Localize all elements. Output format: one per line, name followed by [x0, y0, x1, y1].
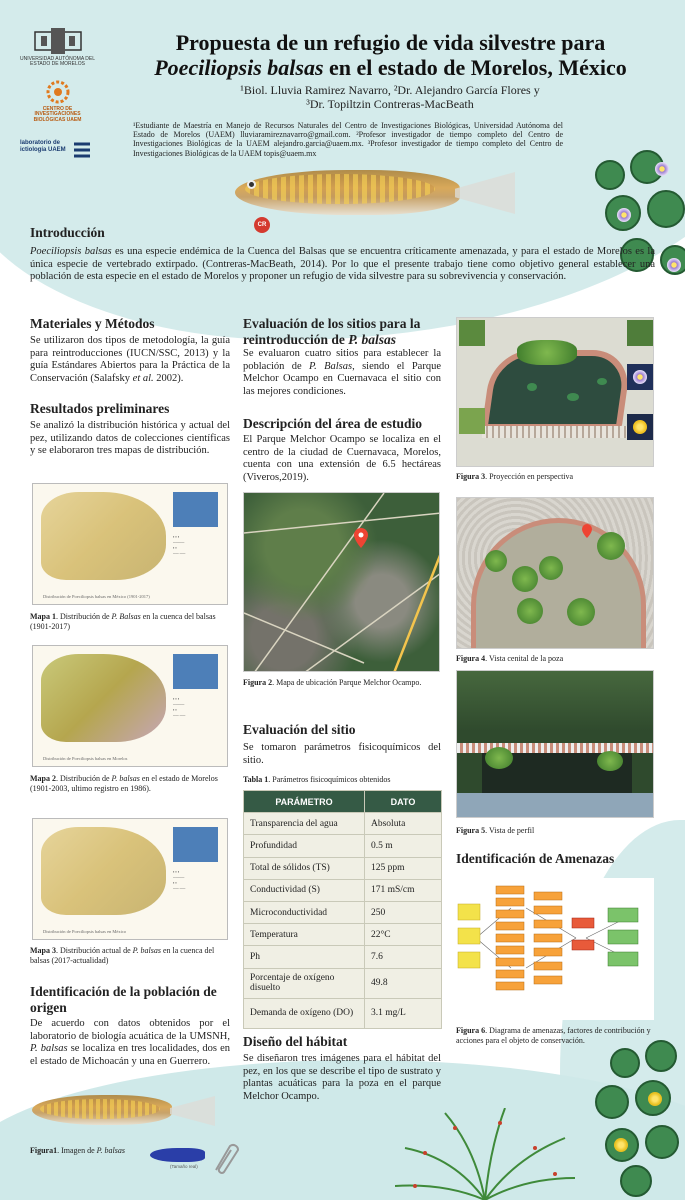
habitat-heading: Diseño del hábitat	[243, 1034, 348, 1049]
figure-5-side-view	[456, 670, 654, 818]
figure-2-location-map	[243, 492, 440, 672]
figure-4-top-view	[456, 497, 654, 649]
map-3: ▪ ▪ ▪ ──── ▪ ▪ ── ── Distribución de Poeciliopsis balsas en México	[32, 818, 228, 940]
table-header-value: DATO	[365, 791, 442, 813]
sites-species: P. Balsas	[309, 360, 353, 372]
map-pin-icon	[354, 528, 368, 548]
figure-1-caption	[30, 1146, 150, 1156]
map-1-species: P. Balsas	[111, 612, 141, 621]
title-line-2	[118, 55, 663, 80]
figure-1-species: P. balsas	[96, 1146, 125, 1155]
map-3-label: Mapa 3	[30, 946, 56, 955]
cib-logo-text: CENTRO DE INVESTIGACIONES BIOLÓGICAS UAEM	[33, 105, 82, 123]
blue-fish-silhouette	[150, 1148, 205, 1162]
intro-body: es una especie endémica de la Cuenca del Balsas que se encuentra críticamente amenazada, y para el estado de Morelos es la única especie de vertebrado extirpado. (Contreras-MacBeath, 2014). Por lo que el presente trabajo tiene como objetivo general establecer una población de esta especie en el estado de Morelos y proponer un refugio de vida silvestre para su sobrevivencia y conservación.	[30, 246, 656, 283]
table-cell: Ph	[244, 946, 365, 968]
authors	[150, 83, 630, 112]
figure-3-cap: . Proyección en perspectiva	[485, 472, 574, 481]
cib-logo	[20, 80, 95, 123]
figure-1-cap-a: . Imagen de	[57, 1146, 97, 1155]
table-cell: 250	[365, 901, 442, 923]
map-2-cap-b: en el estado de Morelos (1901-2003, ultimo registro en 1986).	[30, 774, 218, 793]
parameters-table	[243, 790, 442, 1029]
table-cell: 171 mS/cm	[365, 879, 442, 901]
table-row	[244, 901, 442, 923]
figure-6-cap: . Diagrama de amenazas, factores de contribución y acciones para el objeto de conservación.	[456, 1026, 651, 1045]
table-header-parameter: PARÁMETRO	[244, 791, 365, 813]
figure-5-label: Figura 5	[456, 826, 486, 835]
figure-5-caption	[456, 826, 656, 836]
intro-heading: Introducción	[30, 225, 105, 240]
table-cell: 125 ppm	[365, 857, 442, 879]
table-cell: Absoluta	[365, 813, 442, 835]
title-line-1: Propuesta de un refugio de vida silvestre para	[175, 30, 606, 55]
area-heading: Descripción del área de estudio	[243, 416, 422, 431]
affiliations: ¹Estudiante de Maestría en Manejo de Recursos Naturales del Centro de Investigaciones Biológicas, Universidad Autónoma del Estado de Morelos (UAEM) lluviaramireznavarro@gmail.com. ²Profesor investigador de tiempo completo del Centro de Investigaciones Biológicas de la UAEM alejandro.garcia@uaem.mx. ³Profesor investigador de tiempo completo del Centro de Investigaciones Biológicas de la UAEM topis@uaem.mx	[133, 121, 563, 158]
figure-4-cap: . Vista cenital de la poza	[485, 654, 564, 663]
origin-text-a: De acuerdo con datos obtenidos por el laboratorio de biología acuática de la UMSNH,	[30, 1018, 230, 1042]
map-2-species: P. balsas	[111, 774, 140, 783]
map-2: ▪ ▪ ▪ ──── ▪ ▪ ── ── Distribución de Poeciliopsis balsas en Morelos	[32, 645, 228, 767]
figure-3-label: Figura 3	[456, 472, 486, 481]
origin-text	[30, 1018, 230, 1068]
cr-status-badge: CR	[254, 217, 270, 233]
figure-5-cap: . Vista de perfil	[485, 826, 535, 835]
site-eval-text: Se tomaron parámetros fisicoquímicos del sitio.	[243, 742, 441, 766]
table-caption	[243, 775, 443, 785]
marker-pin-icon	[582, 524, 592, 538]
title-line-2-rest: en el estado de Morelos, México	[323, 55, 627, 81]
methods-text	[30, 335, 230, 385]
table-row	[244, 924, 442, 946]
results-text: Se analizó la distribución histórica y actual del pez, utilizando datos de colecciones científicas y se elaboraron tres mapas de distribución.	[30, 420, 230, 457]
sites-heading	[243, 316, 443, 347]
habitat-text: Se diseñaron tres imágenes para el hábitat del pez, en los que se describe el tipo de sustrato y plantas acuáticas para la poza en el parque Melchor Ocampo.	[243, 1053, 441, 1102]
map-2-cap-a: . Distribución de	[56, 774, 112, 783]
methods-text-b: 2002).	[153, 372, 184, 384]
sites-heading-species: P. balsas	[348, 331, 397, 347]
intro-species: Poeciliopsis balsas	[30, 246, 112, 257]
table-cell: Transparencia del agua	[244, 813, 365, 835]
map-3-cap-b: en la cuenca del balsas (2017-actualidad)	[30, 946, 215, 965]
map-3-inner-title: Distribución de Poeciliopsis balsas en México	[43, 929, 127, 934]
origin-heading: Identificación de la población de origen	[30, 984, 217, 1015]
decorative-plant-bottom	[395, 1108, 575, 1200]
methods-etal: et al.	[132, 372, 154, 384]
table-cell: Demanda de oxígeno (DO)	[244, 998, 365, 1028]
origin-species: P. balsas	[30, 1043, 68, 1055]
poster-title	[118, 30, 663, 81]
table-cell: 3.1 mg/L	[365, 998, 442, 1028]
map-1-cap-a: . Distribución de	[56, 612, 112, 621]
fish-stripes-icon	[70, 140, 94, 164]
figure-6-threat-diagram	[456, 878, 654, 1020]
authors-line-2: ³Dr. Topiltzin Contreras-MacBeath	[306, 97, 474, 112]
figure-2-cap: . Mapa de ubicación Parque Melchor Ocampo.	[272, 678, 422, 687]
figure-4-label: Figura 4	[456, 654, 486, 663]
table-row	[244, 857, 442, 879]
methods-text-a: Se utilizaron dos tipos de metodología, la guía para reintroducciones (IUCN/SSC, 2013) y la guía Estándares Abiertos para la Práctica de la Conservación (Salafsky	[30, 335, 230, 384]
map-2-label: Mapa 2	[30, 774, 56, 783]
table-cell: 0.5 m	[365, 835, 442, 857]
map-2-inner-title: Distribución de Poeciliopsis balsas en Morelos	[43, 756, 128, 761]
map-2-caption	[30, 774, 230, 793]
figure-4-caption	[456, 654, 656, 664]
figure-2-label: Figura 2	[243, 678, 273, 687]
sites-text-b: , siendo el Parque Melchor Ocampo en Cuernavaca el sitio con las mejores condiciones.	[243, 360, 441, 397]
map-1-caption	[30, 612, 230, 631]
title-species: Poeciliopsis balsas	[154, 55, 324, 81]
intro-text	[30, 246, 655, 284]
table-row	[244, 813, 442, 835]
table-cell: 49.8	[365, 968, 442, 998]
threats-heading: Identificación de Amenazas	[456, 851, 615, 866]
origin-text-b: se localiza en tres localidades, dos en el estado de Michoacán y una en Guerrero.	[30, 1043, 230, 1067]
header-fish-photo	[235, 160, 535, 230]
ictiologia-logo	[20, 140, 95, 153]
table-header-row	[244, 791, 442, 813]
size-note: (Tamaño real)	[170, 1164, 198, 1169]
table-row	[244, 879, 442, 901]
results-heading: Resultados preliminares	[30, 401, 170, 416]
table-row	[244, 968, 442, 998]
table-cell: Conductividad (S)	[244, 879, 365, 901]
methods-heading: Materiales y Métodos	[30, 316, 155, 331]
table-cell: Profundidad	[244, 835, 365, 857]
seal-icon	[33, 28, 83, 54]
map-1-inner-title: Distribución de Poeciliopsis balsas en México (1901-2017)	[43, 594, 150, 599]
map-1: ▪ ▪ ▪ ──── ▪ ▪ ── ── Distribución de Poeciliopsis balsas en México (1901-2017)	[32, 483, 228, 605]
table-row	[244, 998, 442, 1028]
decorative-plant-bottom-right	[590, 1040, 685, 1200]
authors-line-1: ¹Biol. Lluvia Ramirez Navarro, ²Dr. Alejandro García Flores y	[240, 83, 540, 97]
table-cell: Temperatura	[244, 924, 365, 946]
table-cell: 7.6	[365, 946, 442, 968]
ictiologia-logo-text: laboratorio de ictiología UAEM	[20, 140, 66, 153]
map-3-species: P. balsas	[132, 946, 161, 955]
figure-3-perspective	[456, 317, 654, 467]
table-cell: Porcentaje de oxígeno disuelto	[244, 968, 365, 998]
table-row	[244, 835, 442, 857]
map-1-label: Mapa 1	[30, 612, 56, 621]
table-caption-label: Tabla 1	[243, 775, 269, 784]
table-cell: Microconductividad	[244, 901, 365, 923]
table-cell: Total de sólidos (TS)	[244, 857, 365, 879]
map-3-caption	[30, 946, 230, 965]
figure-2-caption	[243, 678, 441, 688]
paperclip-icon	[208, 1140, 240, 1176]
uaem-seal-logo	[20, 28, 95, 68]
figure-6-label: Figura 6	[456, 1026, 486, 1035]
sites-text-a: Se evaluaron cuatro sitios para establecer la población de	[243, 348, 441, 372]
sites-heading-text: Evaluación de los sitios para la reintroducción de	[243, 316, 421, 347]
uaem-logo-text: UNIVERSIDAD AUTÓNOMA DEL ESTADO DE MORELOS	[20, 55, 96, 67]
table-cell: 22°C	[365, 924, 442, 946]
site-eval-heading: Evaluación del sitio	[243, 722, 356, 737]
cib-flower-icon	[43, 80, 73, 104]
figure-1-label: Figura1	[30, 1146, 58, 1155]
map-3-cap-a: . Distribución actual de	[56, 946, 133, 955]
table-caption-text: . Parámetros fisicoquímicos obtenidos	[268, 775, 391, 784]
map-1-cap-b: en la cuenca del balsas (1901-2017)	[30, 612, 216, 631]
sites-text	[243, 348, 441, 398]
area-text: El Parque Melchor Ocampo se localiza en el centro de la ciudad de Cuernavaca, Morelos, cuenta con una extensión de 6.5 hectáreas (Viveros,2019).	[243, 434, 441, 483]
figure-1-fish-photo	[32, 1090, 222, 1140]
figure-3-caption	[456, 472, 656, 482]
table-row	[244, 946, 442, 968]
